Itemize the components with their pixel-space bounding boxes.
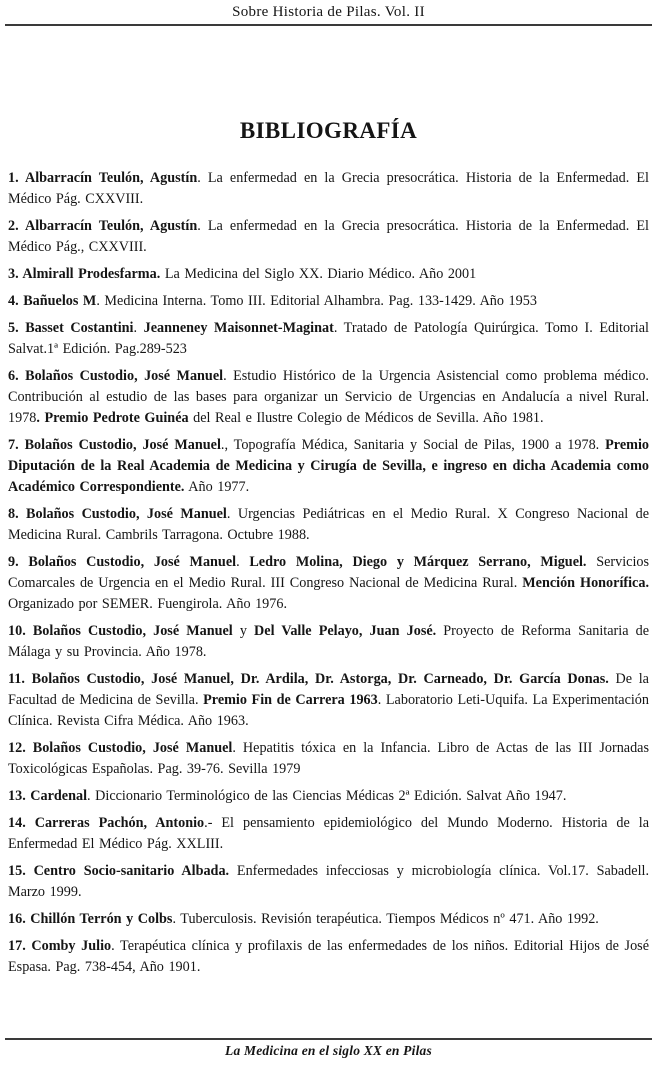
entry-bold-text: Mención Honorífica.	[522, 575, 649, 591]
entry-text: Año 1977.	[184, 479, 250, 495]
entry-bold-text: Ledro Molina, Diego y Márquez Serrano, Miguel.	[249, 554, 587, 570]
bibliography-entry	[8, 861, 649, 903]
entry-text: .- El pensamiento epidemiológico del Mundo Moderno. Historia de la Enfermedad El Médico Pág. XXLIII.	[8, 815, 650, 852]
entry-text: Servicios Comarcales de Urgencia en el Medio Rural. III Congreso Nacional de Medicina Rural.	[8, 554, 650, 591]
bibliography-entry	[8, 366, 649, 429]
entry-bold-text: . Premio Pedrote Guinéa	[36, 410, 189, 426]
entry-bold-text: 8. Bolaños Custodio, José Manuel	[8, 506, 227, 522]
bibliography-entry	[8, 318, 649, 360]
bibliography-entry	[8, 786, 649, 807]
entry-text: De la Facultad de Medicina de Sevilla.	[8, 671, 649, 708]
header-rule	[5, 24, 652, 26]
entry-bold-text: 10. Bolaños Custodio, José Manuel	[8, 623, 233, 639]
entry-bold-text: Premio Diputación de la Real Academia de Medicina y Cirugía de Sevilla, e ingreso en dicha Academia como Académico Correspondiente.	[8, 437, 649, 495]
entry-text: .	[236, 554, 250, 570]
entry-bold-text: 13. Cardenal	[8, 788, 88, 804]
entry-bold-text: 6. Bolaños Custodio, José Manuel	[8, 368, 224, 384]
bibliography-entries	[8, 168, 649, 978]
entry-text: . Laboratorio Leti-Uquifa. La Experimentación Clínica. Revista Cifra Médica. Año 1963.	[8, 692, 649, 729]
bibliography-entry	[8, 738, 649, 780]
bibliography-entry	[8, 909, 649, 930]
bibliography-entry	[8, 291, 649, 312]
entry-bold-text: 15. Centro Socio-sanitario Albada.	[8, 863, 230, 879]
entry-bold-text: 3. Almirall Prodesfarma.	[8, 266, 161, 282]
bibliography-entry	[8, 669, 649, 732]
bibliography-entry	[8, 435, 649, 498]
entry-text: Organizado por SEMER. Fuengirola. Año 1976.	[8, 596, 288, 612]
entry-bold-text: 5. Basset Costantini	[8, 320, 134, 336]
entry-bold-text: 17. Comby Julio	[8, 938, 112, 954]
entry-text: La Medicina del Siglo XX. Diario Médico. Año 2001	[160, 266, 477, 282]
footer-caption: La Medicina en el siglo XX en Pilas	[225, 1043, 432, 1058]
running-header-title: Sobre Historia de Pilas. Vol. II	[232, 4, 425, 20]
entry-bold-text: 14. Carreras Pachón, Antonio	[8, 815, 205, 831]
entry-bold-text: 1. Albarracín Teulón, Agustín	[8, 170, 198, 186]
bibliography-entry	[8, 216, 649, 258]
page-title: BIBLIOGRAFÍA	[239, 118, 418, 143]
entry-bold-text: Del Valle Pelayo, Juan José.	[254, 623, 437, 639]
entry-bold-text: 7. Bolaños Custodio, José Manuel	[8, 437, 221, 453]
bibliography-entry	[8, 621, 649, 663]
bibliography-entry	[8, 264, 649, 285]
bibliography-entry	[8, 168, 649, 210]
entry-text: .	[133, 320, 144, 336]
entry-bold-text: 12. Bolaños Custodio, José Manuel	[8, 740, 233, 756]
entry-text: Enfermedades infecciosas y microbiología clínica. Vol.17. Sabadell. Marzo 1999.	[8, 863, 649, 900]
entry-text: . Urgencias Pediátricas en el Medio Rural. X Congreso Nacional de Medicina Rural. Cambrils Tarragona. Octubre 1988.	[8, 506, 649, 543]
entry-bold-text: Jeanneney Maisonnet-Maginat	[143, 320, 334, 336]
entry-text: . La enfermedad en la Grecia presocrática. Historia de la Enfermedad. El Médico Pág., CXXVIII.	[8, 218, 649, 255]
entry-bold-text: 2. Albarracín Teulón, Agustín	[8, 218, 198, 234]
entry-text: . Hepatitis tóxica en la Infancia. Libro de Actas de las III Jornadas Toxicológicas Españolas. Pag. 39-76. Sevilla 1979	[8, 740, 650, 777]
footer-rule	[5, 1038, 652, 1040]
entry-bold-text: 4. Bañuelos M	[8, 293, 97, 309]
entry-text: del Real e Ilustre Colegio de Médicos de Sevilla. Año 1981.	[188, 410, 544, 426]
bibliography-entry	[8, 552, 649, 615]
entry-text: . Diccionario Terminológico de las Ciencias Médicas 2ª Edición. Salvat Año 1947.	[87, 788, 567, 804]
entry-text: Proyecto de Reforma Sanitaria de Málaga y su Provincia. Año 1978.	[8, 623, 650, 660]
entry-text: ., Topografía Médica, Sanitaria y Social de Pilas, 1900 a 1978.	[220, 437, 606, 453]
entry-text: . Estudio Histórico de la Urgencia Asistencial como problema médico. Contribución al estudio de las bases para organizar un Servicio de Urgencias en Andalucía a nivel Rural. 1978	[8, 368, 649, 426]
entry-text: y	[232, 623, 255, 639]
bibliography-entry	[8, 936, 649, 978]
entry-bold-text: 16. Chillón Terrón y Colbs	[8, 911, 173, 927]
bibliography-entry	[8, 504, 649, 546]
entry-bold-text: 11. Bolaños Custodio, José Manuel, Dr. Ardila, Dr. Astorga, Dr. Carneado, Dr. García Donas.	[8, 671, 609, 687]
entry-text: . Tratado de Patología Quirúrgica. Tomo I. Editorial Salvat.1ª Edición. Pag.289-523	[8, 320, 649, 357]
bibliography-entry	[8, 813, 649, 855]
entry-text: . Tuberculosis. Revisión terapéutica. Tiempos Médicos nº 471. Año 1992.	[172, 911, 599, 927]
page-footer	[0, 1038, 657, 1059]
entry-bold-text: Premio Fin de Carrera 1963	[203, 692, 378, 708]
entry-text: . Terapéutica clínica y profilaxis de las enfermedades de los niños. Editorial Hijos de José Espasa. Pag. 738-454, Año 1901.	[8, 938, 649, 975]
entry-text: . La enfermedad en la Grecia presocrática. Historia de la Enfermedad. El Médico Pág. CXXVIII.	[8, 170, 649, 207]
entry-text: . Medicina Interna. Tomo III. Editorial Alhambra. Pag. 133-1429. Año 1953	[96, 293, 537, 309]
entry-bold-text: 9. Bolaños Custodio, José Manuel	[8, 554, 237, 570]
